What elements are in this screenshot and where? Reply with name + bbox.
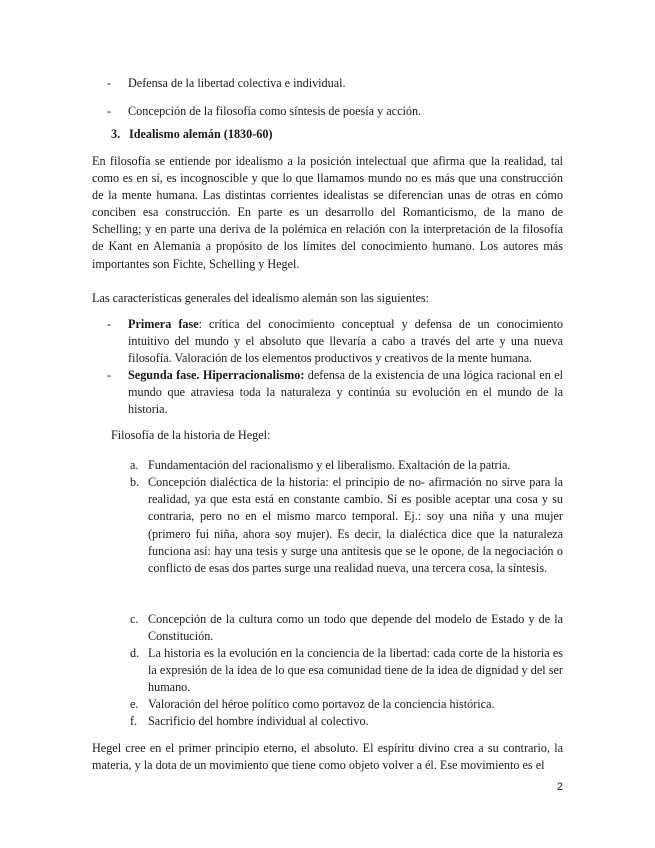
- bullet-dash: -: [107, 317, 112, 331]
- item-letter: e.: [130, 697, 139, 711]
- item-text: Valoración del héroe político como portavoz de la conciencia histórica.: [148, 697, 495, 711]
- bullet-item: [107, 103, 563, 120]
- bullet-dash: -: [107, 104, 112, 118]
- hegel-heading: Filosofía de la historia de Hegel:: [111, 428, 271, 442]
- item-text: Sacrificio del hombre individual al colectivo.: [148, 714, 369, 728]
- item-letter: b.: [130, 475, 140, 489]
- item-letter: a.: [130, 458, 139, 472]
- item-text: Concepción dialéctica de la historia: el principio de no- afirmación no sirve para la realidad, ya que esta está en constante cambio. Sí es posible aceptar una cosa y su contraria, pero no en el mismo marco temporal. Ej.: soy una niña y una mujer (primero fui niña, ahora soy mujer). Es decir, la dialéctica dice que la naturaleza funciona así: hay una tesis y surge una antítesis que se le opone, de la negociación o conflicto de esas dos partes surge una realidad nueva, una tercera cosa, la síntesis.: [148, 475, 563, 576]
- bullet-dash: -: [107, 368, 112, 382]
- characteristics-intro: Las características generales del idealismo alemán son las siguientes:: [92, 291, 430, 305]
- bullet-text: Defensa de la libertad colectiva e individual.: [128, 76, 346, 90]
- item-letter: d.: [130, 646, 140, 660]
- item-text: Fundamentación del racionalismo y el liberalismo. Exaltación de la patria.: [148, 458, 511, 472]
- characteristic-item: [107, 316, 563, 367]
- intro-paragraph: En filosofía se entiende por idealismo a la posición intelectual que afirma que la realidad, tal como es en sí, es incognoscible y que lo que llamamos mundo no es más que una construcción de la mente humana. Las distintas corrientes idealistas se diferencian unas de otras en cómo conciben esa construcción. En parte es un desarrollo del Romanticismo, de la mano de Schelling; y en parte una deriva de la polémica en relación con la interpretación de la filosofía de Kant en Alemania a propósito de los límites del conocimiento humano. Los autores más importantes son Fichte, Schelling y Hegel.: [92, 154, 563, 271]
- item-text: Concepción de la cultura como un todo que depende del modelo de Estado y de la Constitución.: [148, 612, 563, 644]
- closing-paragraph: Hegel cree en el primer principio eterno, el absoluto. El espíritu divino crea a su contrario, la materia, y la dota de un movimiento que tiene como objeto volver a él. Ese movimiento es el: [92, 741, 563, 773]
- characteristic-item: [107, 367, 563, 418]
- section-title: Idealismo alemán (1830-60): [129, 127, 273, 141]
- characteristic-text: : crítica del conocimiento conceptual y defensa de un conocimiento intuitivo del mundo y el absoluto que llevaría a cabo a través del arte y una nueva filosofía. Valoración de los elementos productivos y creativos de la mente humana.: [128, 317, 563, 365]
- characteristic-label: Segunda fase. Hiperracionalismo:: [128, 368, 305, 382]
- page-number: 2: [556, 781, 563, 793]
- item-letter: c.: [130, 612, 139, 626]
- hegel-item: [130, 696, 563, 713]
- hegel-item: [130, 611, 563, 645]
- hegel-item: [130, 474, 563, 577]
- item-text: La historia es la evolución en la conciencia de la libertad: cada corte de la historia es la expresión de la idea de lo que esa comunidad tiene de la idea de dignidad y del ser humano.: [148, 646, 563, 695]
- bullet-text: Concepción de la filosofía como síntesis de poesía y acción.: [128, 104, 422, 118]
- section-heading: [111, 127, 273, 142]
- item-letter: f.: [130, 714, 138, 728]
- bullet-item: [107, 75, 563, 92]
- hegel-item: [130, 713, 563, 730]
- characteristic-text: defensa de la existencia de una lógica racional en el mundo que atraviesa toda la naturaleza y continúa su evolución en el mundo de la historia.: [128, 368, 564, 416]
- hegel-item: [130, 645, 563, 697]
- characteristic-label: Primera fase: [128, 317, 199, 331]
- hegel-item: [130, 457, 563, 474]
- section-number: 3.: [111, 127, 121, 141]
- bullet-dash: -: [107, 76, 112, 90]
